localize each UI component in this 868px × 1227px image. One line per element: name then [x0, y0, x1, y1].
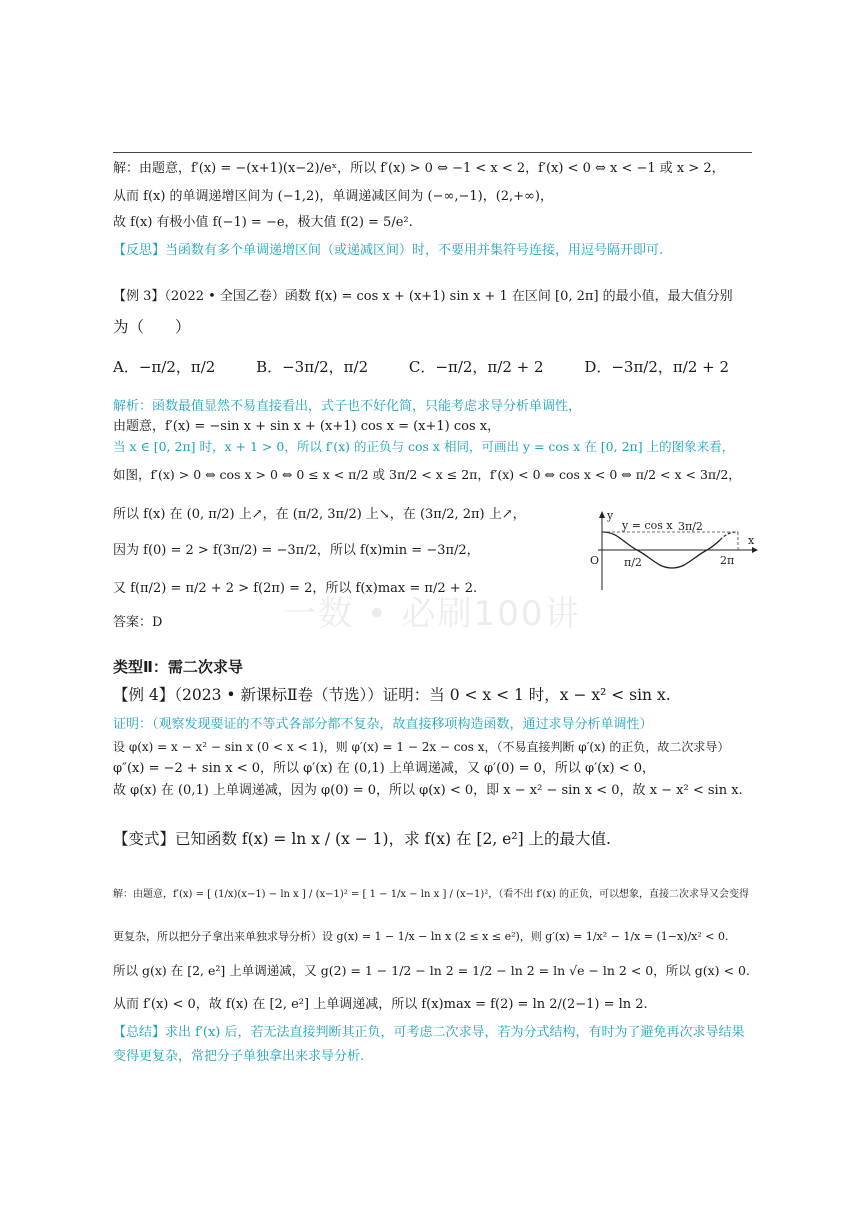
variant-solution-line: 解：由题意，f′(x) = [ (1/x)(x−1) − ln x ] / (x−1)² = [ 1 − 1/x − ln x ] / (x−1)²，（看不出 f′(x) 的正负，可以想象，直接二次求导又会变得: [113, 889, 750, 900]
variant-stem: 【变式】已知函数 f(x) = ln x / (x − 1)，求 f(x) 在 [2, e²] 上的最大值.: [113, 830, 611, 848]
analysis-line: 又 f(π/2) = π/2 + 2 > f(2π) = 2，所以 f(x)max = π/2 + 2.: [113, 581, 478, 596]
solution-line: 从而 f(x) 的单调递增区间为 (−1,2)，单调递减区间为 (−∞,−1)，(2,+∞)，: [113, 189, 553, 204]
analysis-line: 所以 f(x) 在 (0, π/2) 上↗，在 (π/2, 3π/2) 上↘，在 (3π/2, 2π) 上↗，: [113, 507, 526, 522]
variant-solution-line: 从而 f′(x) < 0，故 f(x) 在 [2, e²] 上单调递减，所以 f(x)max = f(2) = ln 2/(2−1) = ln 2.: [113, 997, 648, 1012]
reflection-note: 【反思】当函数有多个单调递增区间（或递减区间）时，不要用并集符号连接，用逗号隔开即可.: [113, 243, 664, 258]
variant-solution-line: 所以 g(x) 在 [2, e²] 上单调递减，又 g(2) = 1 − 1/2 − ln 2 = 1/2 − ln 2 = ln √e − ln 2 < 0，所以 g(x) < 0.: [113, 963, 750, 978]
watermark: 一数 • 必刷100讲: [282, 594, 581, 634]
curve-label: y = cos x: [622, 519, 673, 532]
summary-line: 【总结】求出 f′(x) 后，若无法直接判断其正负，可考虑二次求导，若为分式结构，有时为了避免再次求导结果: [113, 1025, 745, 1040]
answer-line: 答案：D: [113, 615, 163, 630]
analysis-line: 因为 f(0) = 2 > f(3π/2) = −3π/2，所以 f(x)min = −3π/2，: [113, 543, 480, 558]
origin-label: O: [590, 554, 600, 567]
proof-line: φ″(x) = −2 + sin x < 0，所以 φ′(x) 在 (0,1) 上单调递减，又 φ′(0) = 0，所以 φ′(x) < 0，: [113, 761, 656, 776]
option-a: A．−π/2，π/2: [113, 358, 216, 376]
tick-pi-over-2: π/2: [624, 556, 642, 569]
tick-2pi: 2π: [720, 554, 735, 567]
analysis-line: 如图，f′(x) > 0 ⇔ cos x > 0 ⇔ 0 ≤ x < π/2 或 3π/2 < x ≤ 2π，f′(x) < 0 ⇔ cos x < 0 ⇔ π/2 < x < 3π/2，: [113, 467, 741, 482]
option-d: D．−3π/2，π/2 + 2: [584, 358, 730, 376]
analysis-intro: 解析：函数最值显然不易直接看出，式子也不好化简，只能考虑求导分析单调性，: [113, 399, 582, 414]
proof-line: 设 φ(x) = x − x² − sin x (0 < x < 1)，则 φ′(x) = 1 − 2x − cos x，（不易直接判断 φ′(x) 的正负，故二次求导）: [113, 740, 730, 754]
example-3-stem: 【例 3】（2022 • 全国乙卷）函数 f(x) = cos x + (x+1) sin x + 1 在区间 [0, 2π] 的最小值，最大值分别: [113, 289, 733, 304]
analysis-line: 当 x ∈ [0, 2π] 时，x + 1 > 0，所以 f′(x) 的正负与 cos x 相同，可画出 y = cos x 在 [0, 2π] 上的图象来看，: [113, 439, 735, 454]
example-3-stem-cont: 为（ ）: [113, 318, 191, 336]
x-axis-arrow: [752, 547, 758, 553]
top-rule: [113, 152, 752, 153]
proof-intro: 证明：（观察发现要证的不等式各部分都不复杂，故直接移项构造函数，通过求导分析单调性）: [113, 717, 653, 732]
x-axis-label: x: [748, 534, 755, 547]
cosine-graph: [580, 506, 758, 592]
solution-line: 故 f(x) 有极小值 f(−1) = −e，极大值 f(2) = 5/e².: [113, 215, 413, 230]
section-heading: 类型Ⅱ：需二次求导: [113, 658, 243, 676]
solution-line: 解：由题意，f′(x) = −(x+1)(x−2)/eˣ，所以 f′(x) > 0 ⇔ −1 < x < 2，f′(x) < 0 ⇔ x < −1 或 x > 2，: [113, 161, 725, 176]
y-axis-arrow: [599, 511, 605, 518]
answer-options: [113, 356, 765, 377]
example-4-stem: 【例 4】（2023 • 新课标Ⅱ卷（节选））证明：当 0 < x < 1 时，x − x² < sin x.: [113, 686, 671, 704]
summary-line: 变得更复杂，常把分子单独拿出来求导分析.: [113, 1049, 365, 1064]
option-c: C．−π/2，π/2 + 2: [408, 358, 544, 376]
variant-solution-line: 更复杂，所以把分子拿出来单独求导分析）设 g(x) = 1 − 1/x − ln x (2 ≤ x ≤ e²)，则 g′(x) = 1/x² − 1/x = (1−x)/x² < 0.: [113, 930, 729, 943]
analysis-line: 由题意，f′(x) = −sin x + sin x + (x+1) cos x = (x+1) cos x，: [113, 419, 501, 434]
tick-3pi-over-2: 3π/2: [678, 520, 703, 533]
option-b: B．−3π/2，π/2: [256, 358, 369, 376]
cos-curve-dashed: [720, 532, 738, 540]
y-axis-label: y: [607, 509, 614, 522]
proof-line: 故 φ(x) 在 (0,1) 上单调递减，因为 φ(0) = 0，所以 φ(x) < 0，即 x − x² − sin x < 0，故 x − x² < sin x.: [113, 783, 743, 798]
